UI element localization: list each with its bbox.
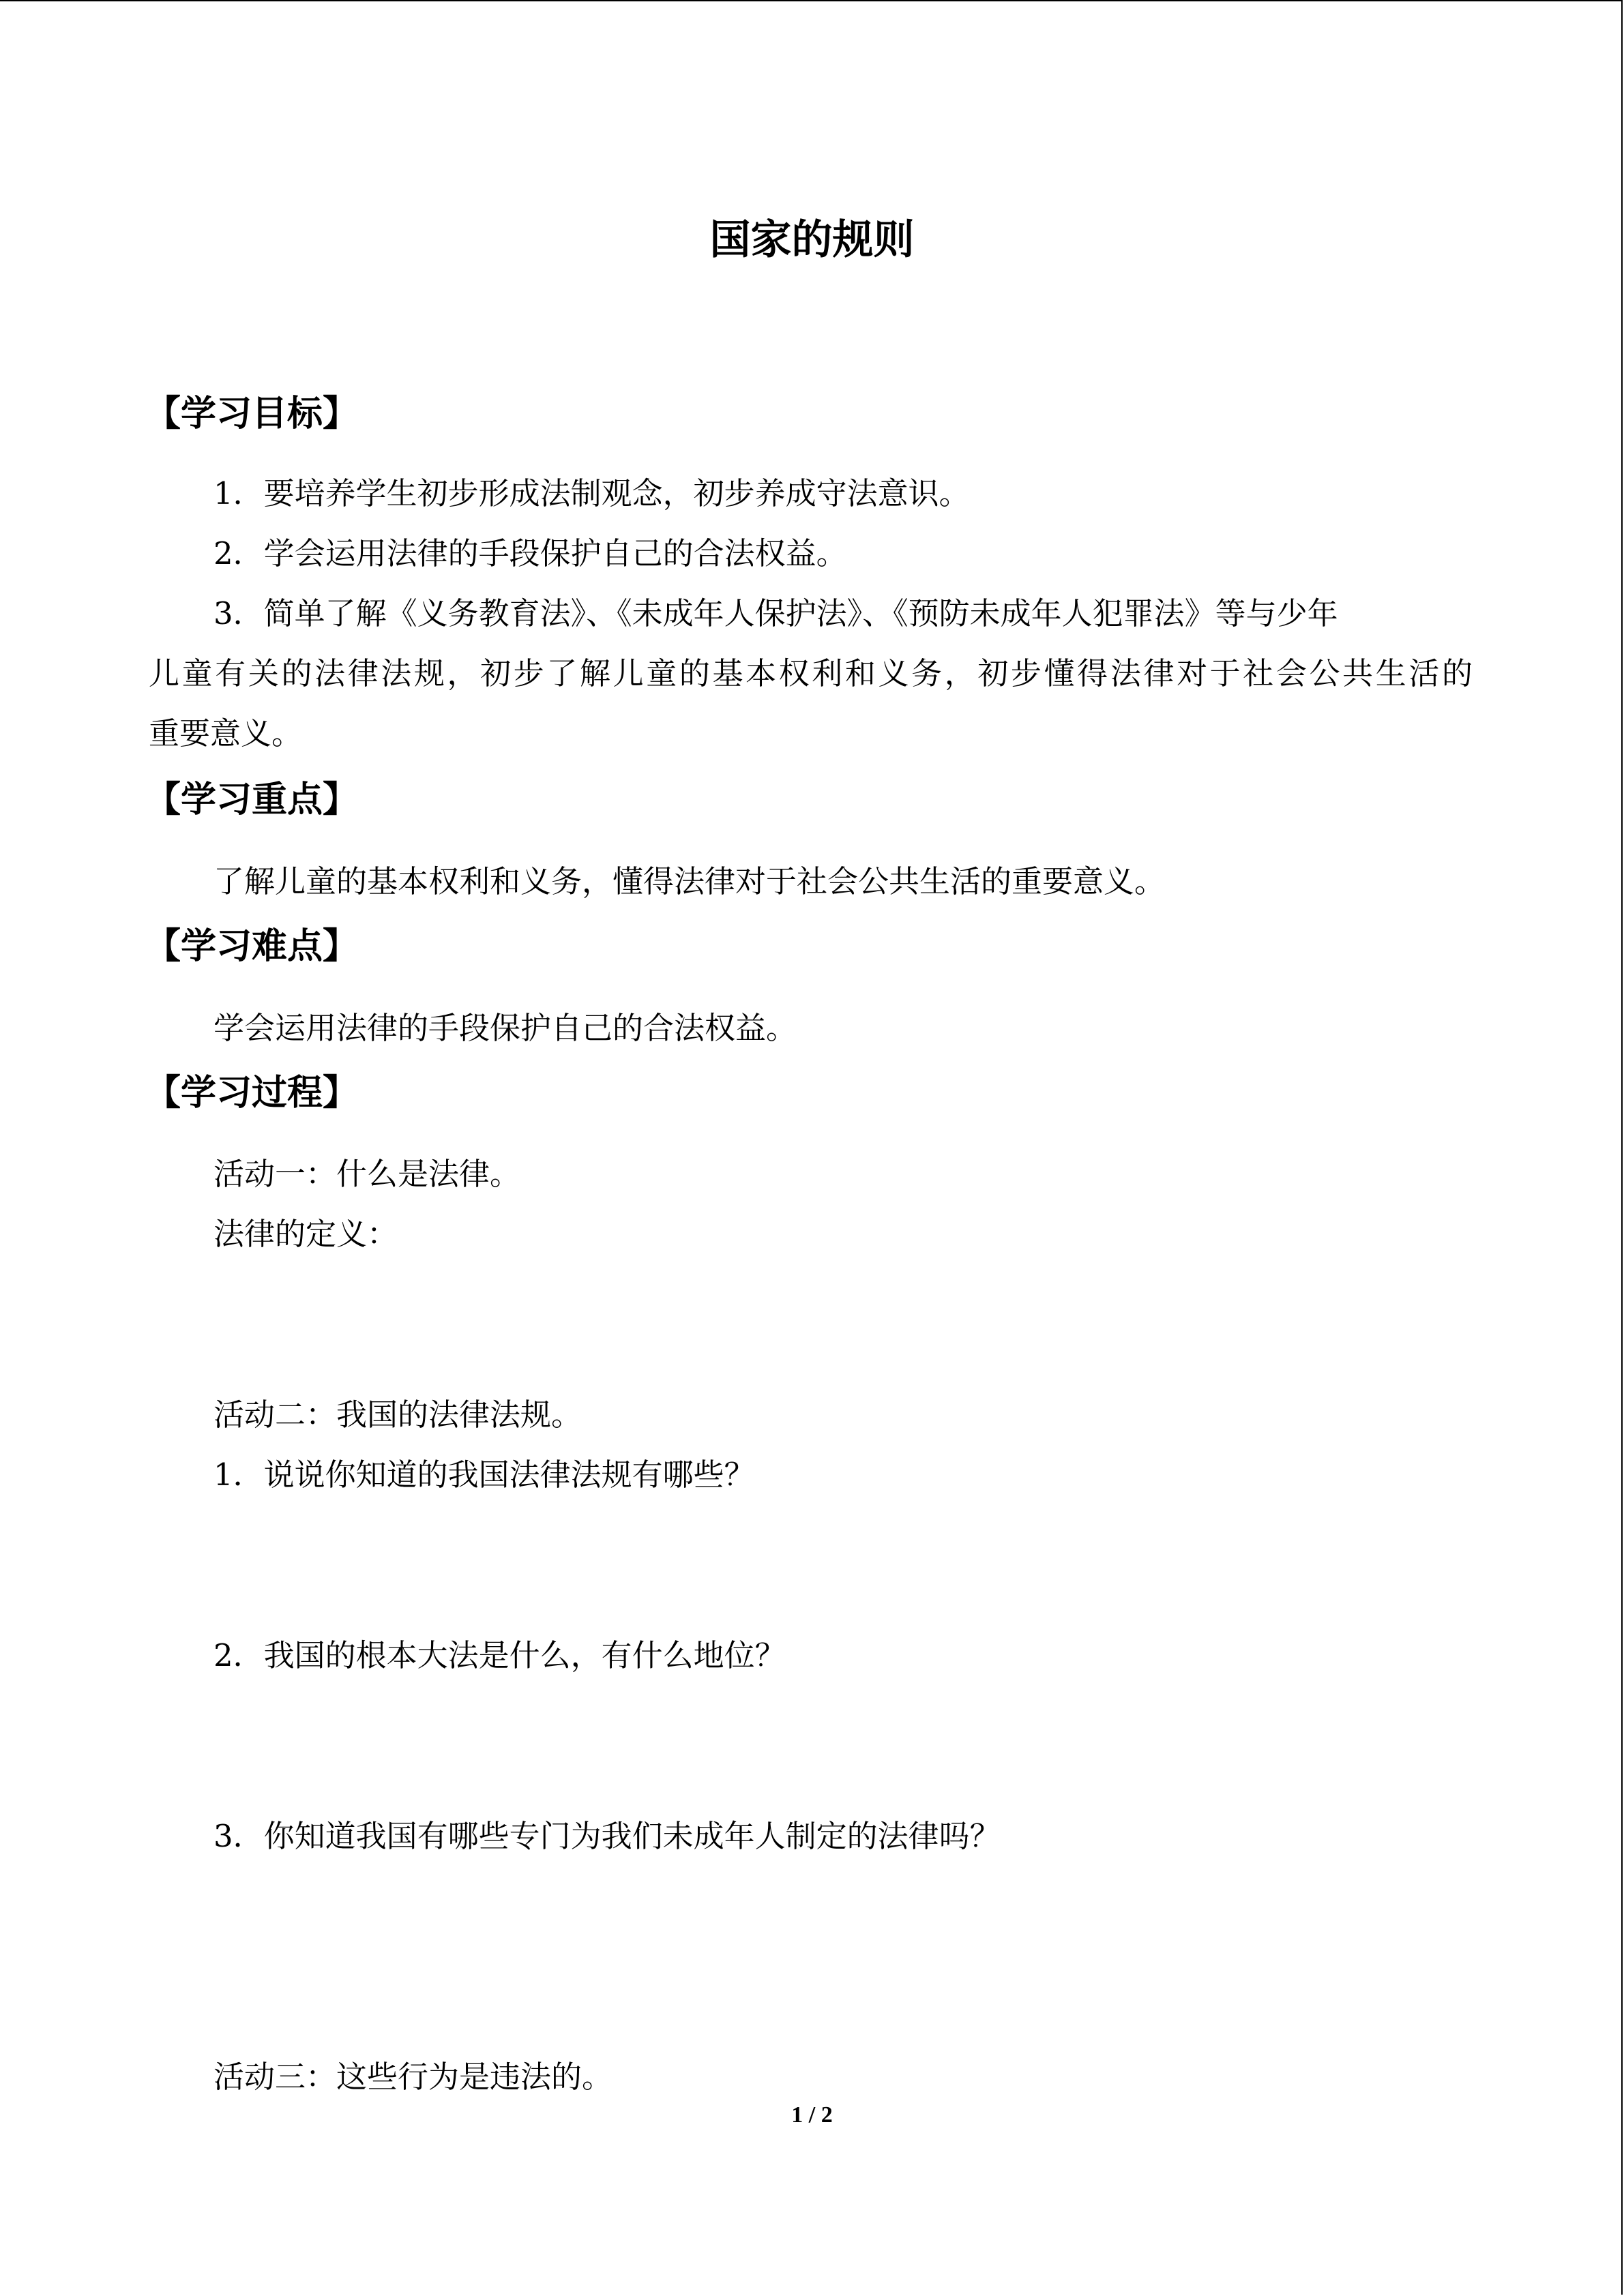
- goal-item-3-line-3: 重要意义。: [149, 715, 303, 751]
- page-number: 1 / 2: [791, 2102, 833, 2128]
- section-heading-key-points: 【学习重点】: [145, 779, 359, 820]
- goal-item-2: 2．学会运用法律的手段保护自己的合法权益。: [213, 535, 847, 571]
- question-1: 1．说说你知道的我国法律法规有哪些？: [213, 1457, 755, 1493]
- key-points-text: 了解儿童的基本权利和义务，懂得法律对于社会公共生活的重要意义。: [213, 863, 1166, 899]
- goal-item-1: 1．要培养学生初步形成法制观念，初步养成守法意识。: [213, 475, 970, 511]
- activity-3: 活动三：这些行为是违法的。: [213, 2059, 613, 2095]
- section-heading-process: 【学习过程】: [145, 1073, 359, 1114]
- section-heading-goals: 【学习目标】: [145, 393, 359, 434]
- activity-2: 活动二：我国的法律法规。: [213, 1397, 582, 1433]
- difficulties-text: 学会运用法律的手段保护自己的合法权益。: [213, 1010, 797, 1046]
- page-title: 国家的规则: [709, 216, 915, 264]
- question-2: 2．我国的根本大法是什么，有什么地位？: [213, 1637, 786, 1673]
- activity-1: 活动一：什么是法律。: [213, 1156, 521, 1192]
- question-3: 3．你知道我国有哪些专门为我们未成年人制定的法律吗？: [213, 1818, 1001, 1854]
- law-definition-prompt: 法律的定义：: [213, 1216, 398, 1252]
- goal-item-3-line-1: 3．简单了解《义务教育法》、《未成年人保护法》、《预防未成年人犯罪法》等与少年: [213, 595, 1338, 631]
- goal-item-3-line-2: 儿童有关的法律法规，初步了解儿童的基本权利和义务，初步懂得法律对于社会公共生活的: [149, 655, 1473, 691]
- section-heading-difficulties: 【学习难点】: [145, 926, 359, 967]
